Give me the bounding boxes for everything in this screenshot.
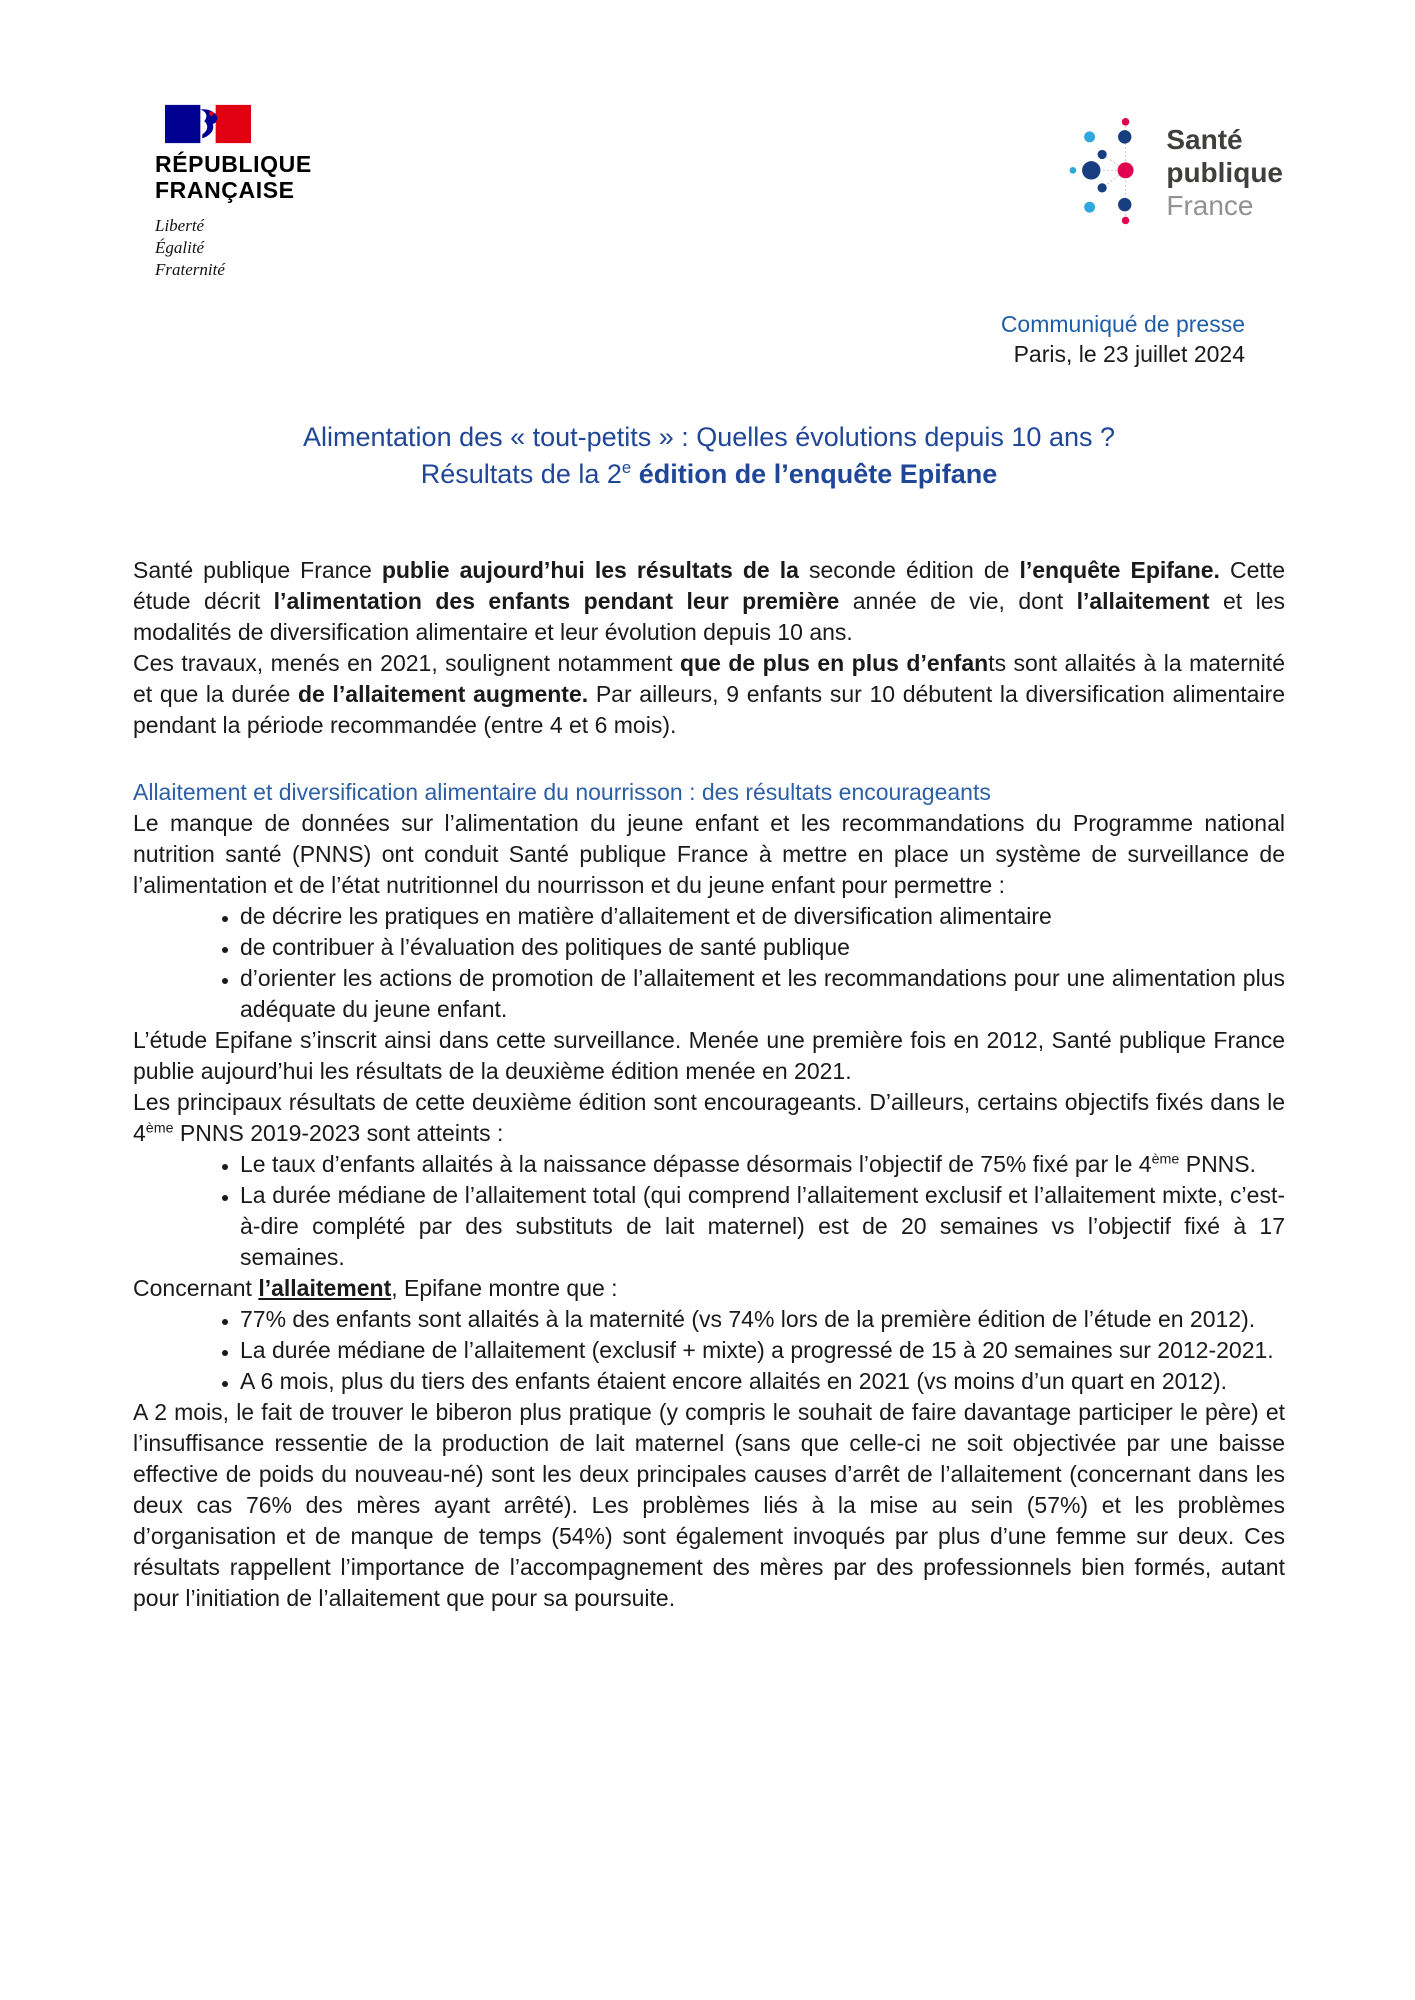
paragraph-breastfeeding-lead: Concernant l’allaitement, Epifane montre que : [133,1275,618,1301]
document-body [133,555,1285,1614]
bullet-item: • La durée médiane de l’allaitement (exclusif + mixte) a progressé de 15 à 20 semaines sur 2012-2021. [240,1335,1285,1366]
page-title [133,419,1285,493]
masthead [133,0,1285,281]
gov-name-line2: FRANÇAISE [155,177,295,203]
bullet-item: • de contribuer à l’évaluation des politiques de santé publique [240,932,1285,963]
dateline: Paris, le 23 juillet 2024 [1013,341,1245,367]
title-line-2: Résultats de la 2e édition de l’enquête Epifane [420,458,998,489]
bullet-item: • 77% des enfants sont allaités à la maternité (vs 74% lors de la première édition de l’étude en 2012). [240,1304,1285,1335]
gov-name [155,151,312,203]
bullet-item: • d’orienter les actions de promotion de l’allaitement et les recommandations pour une alimentation plus adéquate du jeune enfant. [240,963,1285,1025]
title-line-1: Alimentation des « tout-petits » : Quelles évolutions depuis 10 ans ? [303,422,1115,452]
bullet-list-breastfeeding [133,1304,1285,1397]
republique-francaise-logo [155,104,312,281]
paragraph-epifane-history: L’étude Epifane s’inscrit ainsi dans cette surveillance. Menée une première fois en 2012, Santé publique France publie aujourd’hui les résultats de la deuxième édition menée en 2021. [133,1027,1285,1084]
bullet-item: • Le taux d’enfants allaités à la naissance dépasse désormais l’objectif de 75% fixé par le 4ème PNNS. [240,1149,1285,1180]
bullet-list-objectives [133,901,1285,1025]
bullet-item: • La durée médiane de l’allaitement total (qui comprend l’allaitement exclusif et l’allaitement mixte, c’est-à-dire complété par des substituts de lait maternel) est de 20 semaines vs l’objectif fixé à 17 semaines. [240,1180,1285,1273]
press-meta [133,309,1285,369]
french-flag-icon [165,104,251,144]
motto-line: Liberté [155,216,205,235]
paragraph-results-lead: Les principaux résultats de cette deuxième édition sont encourageants. D’ailleurs, certains objectifs fixés dans le 4ème PNNS 2019-2023 sont atteints : [133,1089,1285,1146]
paragraph-weaning-causes: A 2 mois, le fait de trouver le biberon plus pratique (y compris le souhait de faire davantage participer le père) et l’insuffisance ressentie de la production de lait maternel (sans que celle-ci ne soit objectivée par une baisse effective de poids du nouveau-né) sont les deux principales causes d’arrêt de l’allaitement (concernant dans les deux cas 76% des mères ayant arrêté). Les problèmes liés à la mise au sein (57%) et les problèmes d’organisation et de manque de temps (54%) sont également invoqués par plus d’une femme sur deux. Ces résultats rappellent l’importance de l’accompagnement des mères par des professionnels bien formés, autant pour l’initiation de l’allaitement que pour sa poursuite. [133,1399,1285,1611]
sante-publique-france-logo [1062,104,1283,240]
paragraph-context: Le manque de données sur l’alimentation du jeune enfant et les recommandations du Programme national nutrition santé (PNNS) ont conduit Santé publique France à mettre en place un système de surveillance de l’alimentation et de l’état nutritionnel du nourrisson et du jeune enfant pour permettre : [133,810,1285,898]
spf-wordmark-line3: France [1166,189,1254,221]
motto-line: Fraternité [155,260,225,279]
bullet-list-pnns-targets [133,1149,1285,1273]
spf-wordmark-line1: Santé [1166,123,1243,155]
spf-wordmark-line2: publique [1166,156,1283,188]
gov-motto [155,215,312,281]
spf-dots-icon [1062,104,1154,240]
motto-line: Égalité [155,238,205,257]
gov-name-line1: RÉPUBLIQUE [155,151,312,177]
bullet-item: • A 6 mois, plus du tiers des enfants étaient encore allaités en 2021 (vs moins d’un quart en 2012). [240,1366,1285,1397]
paragraph-intro-1: Santé publique France publie aujourd’hui les résultats de la seconde édition de l’enquête Epifane. Cette étude décrit l’alimentation des enfants pendant leur première année de vie, dont l’allaitement et les modalités de diversification alimentaire et leur évolution depuis 10 ans. [133,557,1285,645]
paragraph-intro-2: Ces travaux, menés en 2021, soulignent notamment que de plus en plus d’enfants sont allaités à la maternité et que la durée de l’allaitement augmente. Par ailleurs, 9 enfants sur 10 débutent la diversification alimentaire pendant la période recommandée (entre 4 et 6 mois). [133,650,1285,738]
spf-wordmark [1166,123,1283,222]
press-release-label: Communiqué de presse [1000,311,1245,337]
bullet-item: • de décrire les pratiques en matière d’allaitement et de diversification alimentaire [240,901,1285,932]
section-heading: Allaitement et diversification alimentaire du nourrisson : des résultats encourageants [133,779,991,805]
